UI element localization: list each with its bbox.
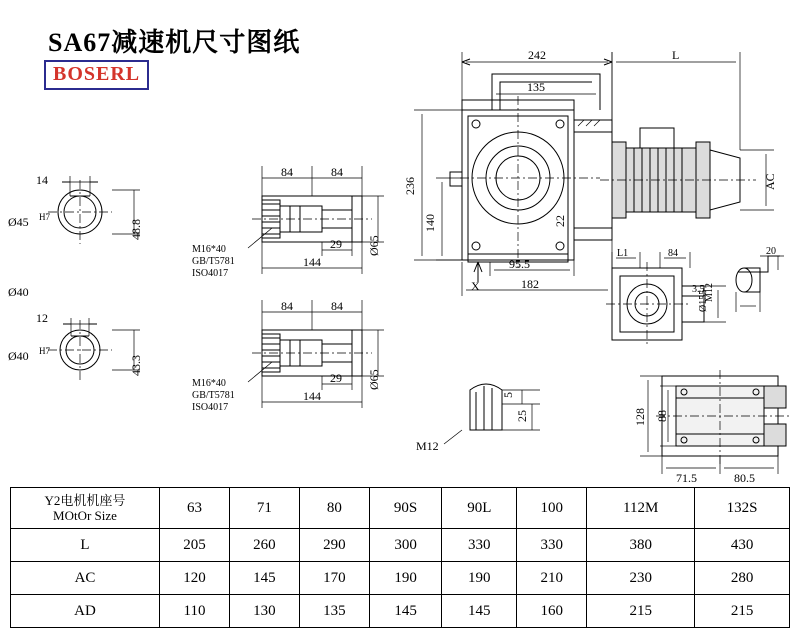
- dim-140: 140: [423, 214, 437, 232]
- table-row: [11, 595, 790, 628]
- table-header-row: [11, 488, 790, 529]
- dim-144a: 144: [303, 255, 321, 269]
- bolt-spec-3b: ISO4017: [192, 402, 229, 413]
- dim-71-5: 71.5: [676, 471, 697, 485]
- table-cell: 260: [229, 529, 299, 562]
- dim-84b: 84: [331, 165, 343, 179]
- dim-22: 22: [553, 215, 567, 227]
- dim-40: Ø40: [8, 285, 29, 299]
- dim-45h7-sup: H7: [39, 212, 50, 222]
- bolt-spec-1a: M16*40: [192, 244, 226, 255]
- table-cell: 190: [369, 562, 441, 595]
- dim-AC: AC: [763, 173, 777, 190]
- dim-L: L: [672, 48, 680, 62]
- table-cell: 380: [587, 529, 695, 562]
- table-cell: 135: [299, 595, 369, 628]
- table-cell: 160: [517, 595, 587, 628]
- dimension-table: [10, 487, 790, 628]
- table-header-size: 80: [299, 488, 369, 529]
- table-cell: 230: [587, 562, 695, 595]
- table-header-size: 63: [160, 488, 230, 529]
- dim-84a2: 84: [281, 299, 293, 313]
- dim-40h7: Ø40: [8, 349, 29, 363]
- dim-20: 20: [766, 246, 776, 257]
- table-cell: 290: [299, 529, 369, 562]
- dim-182: 182: [521, 277, 539, 291]
- table-row-label: L: [11, 529, 160, 562]
- left-endview-45: [48, 176, 140, 244]
- dim-236: 236: [403, 177, 417, 195]
- dim-80-5: 80.5: [734, 471, 755, 485]
- bolt-spec-1b: M16*40: [192, 378, 226, 389]
- table-header-label: [11, 488, 160, 529]
- dim-84b2: 84: [331, 299, 343, 313]
- dim-L1: L1: [617, 248, 629, 259]
- table-header-size: 90L: [442, 488, 517, 529]
- table-cell: 205: [160, 529, 230, 562]
- table-header-size: 132S: [695, 488, 790, 529]
- table-cell: 330: [517, 529, 587, 562]
- table-header-size: 112M: [587, 488, 695, 529]
- dim-29b: 29: [330, 371, 342, 385]
- table-cell: 145: [369, 595, 441, 628]
- table-row-label: AC: [11, 562, 160, 595]
- dim-48-8: 48.8: [129, 219, 143, 240]
- left-endview-40: [48, 318, 140, 382]
- table-cell: 215: [695, 595, 790, 628]
- dim-5: 5: [501, 392, 515, 398]
- page-title: SA67减速机尺寸图纸: [48, 28, 301, 57]
- table-header-size: 100: [517, 488, 587, 529]
- dim-135: 135: [527, 80, 545, 94]
- bolt-spec-3a: ISO4017: [192, 268, 229, 279]
- table-cell: 330: [442, 529, 517, 562]
- table-cell: 170: [299, 562, 369, 595]
- table-cell: 215: [587, 595, 695, 628]
- table-row: [11, 562, 790, 595]
- table-cell: 120: [160, 562, 230, 595]
- shaft-detail-view: [736, 256, 784, 312]
- dim-242: 242: [528, 48, 546, 62]
- dim-88: 88: [655, 410, 669, 422]
- bolt-spec-2b: GB/T5781: [192, 390, 235, 401]
- dim-95-5: 95.5: [509, 257, 530, 271]
- dim-45h7: Ø45: [8, 215, 29, 229]
- dim-65a: Ø65: [367, 235, 381, 256]
- table-cell: 280: [695, 562, 790, 595]
- bolt-spec-2a: GB/T5781: [192, 256, 235, 267]
- dim-65b: Ø65: [367, 369, 381, 390]
- dim-m12-b: M12: [704, 283, 715, 302]
- table-header-size: 90S: [369, 488, 441, 529]
- dim-m12: M12: [416, 439, 439, 453]
- dim-29a: 29: [330, 237, 342, 251]
- dim-14: 14: [36, 173, 48, 187]
- dim-144b: 144: [303, 389, 321, 403]
- dim-40h7-sup: H7: [39, 346, 50, 356]
- dim-128: 128: [633, 408, 647, 426]
- table-header-line2: MOtOr Size: [53, 508, 117, 523]
- table-row-label: AD: [11, 595, 160, 628]
- table-cell: 130: [229, 595, 299, 628]
- brand-logo: BOSERL: [44, 60, 149, 90]
- table-header-size: 71: [229, 488, 299, 529]
- table-row: [11, 529, 790, 562]
- table-cell: 190: [442, 562, 517, 595]
- table-cell: 145: [442, 595, 517, 628]
- table-header-line1: Y2电机机座号: [44, 493, 126, 508]
- dim-3-5: 3.5: [692, 284, 705, 295]
- table-cell: 145: [229, 562, 299, 595]
- dim-X: X: [471, 279, 480, 293]
- table-cell: 210: [517, 562, 587, 595]
- dim-25: 25: [515, 410, 529, 422]
- main-assembly-view: [450, 74, 756, 268]
- dim-155: Ø155: [698, 289, 709, 312]
- dim-12: 12: [36, 311, 48, 325]
- dim-84c: 84: [668, 248, 678, 259]
- table-cell: 300: [369, 529, 441, 562]
- dim-43-3: 43.3: [129, 355, 143, 376]
- dim-84a: 84: [281, 165, 293, 179]
- table-cell: 110: [160, 595, 230, 628]
- table-cell: 430: [695, 529, 790, 562]
